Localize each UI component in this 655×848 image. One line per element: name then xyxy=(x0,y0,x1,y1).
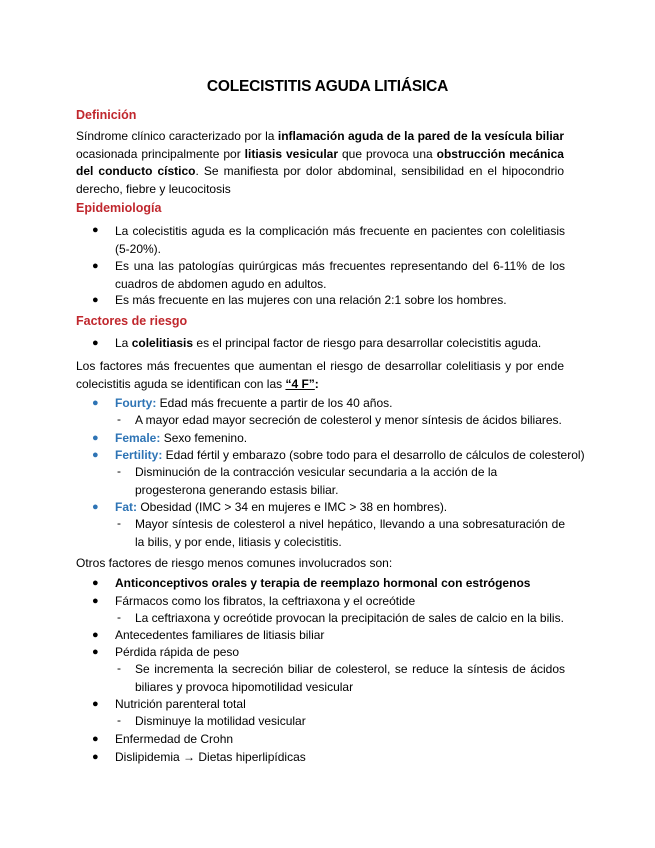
otros-farmacos-sub: La ceftriaxona y ocreótide provocan la precipitación de sales de calcio en la bilis. xyxy=(135,611,564,625)
epidemiologia-item: Es una las patologías quirúrgicas más frecuentes representando del 6-11% de los cuadros de abdomen agudo en adultos. xyxy=(115,259,565,291)
factores-intro: Los factores más frecuentes que aumentan el riesgo de desarrollar colelitiasis y por ende colecistitis aguda se identifican con las “4 F”: xyxy=(76,359,564,391)
otros-nutricion: Nutrición parenteral total xyxy=(115,697,246,711)
bullet-icon: ● xyxy=(92,501,99,513)
definicion-paragraph: Síndrome clínico caracterizado por la inflamación aguda de la pared de la vesícula biliar ocasionada principalmente por litiasis vesicular que provoca una obstrucción mecánica del conducto cístico. Se manifiesta por dolor abdominal, sensibilidad en el hipocondrio derecho, fiebre y leucocitosis xyxy=(76,129,565,196)
f-fat-sub: Mayor síntesis de colesterol a nivel hepático, llevando a una sobresaturación de la bilis, y por ende, litiasis y colecistitis. xyxy=(135,517,565,549)
otros-nutricion-sub: Disminuye la motilidad vesicular xyxy=(135,714,306,728)
f-fertility-item: Fertility: Edad fértil y embarazo (sobre todo para el desarrollo de cálculos de colesterol) xyxy=(115,448,585,462)
epidemiologia-item: Es más frecuente en las mujeres con una relación 2:1 sobre los hombres. xyxy=(115,293,507,307)
bullet-icon: ● xyxy=(92,337,99,349)
bullet-icon: ● xyxy=(92,294,99,306)
otros-antecedentes: Antecedentes familiares de litiasis biliar xyxy=(115,628,325,642)
otros-perdida: Pérdida rápida de peso xyxy=(115,645,240,659)
f-fertility-sub: Disminución de la contracción vesicular secundaria a la acción de la progesterona generando estasis biliar. xyxy=(135,465,498,497)
otros-farmacos: Fármacos como los fibratos, la ceftriaxona y el ocreótide xyxy=(115,594,416,608)
bullet-icon: ● xyxy=(92,698,99,710)
bullet-icon: ● xyxy=(92,629,99,641)
bullet-icon: ● xyxy=(92,449,99,461)
f-fourty-item: Fourty: Edad más frecuente a partir de los 40 años. xyxy=(115,396,393,410)
dash-icon: - xyxy=(117,661,121,675)
heading-definicion: Definición xyxy=(76,108,137,122)
heading-factores: Factores de riesgo xyxy=(76,314,188,328)
f-fat-item: Fat: Obesidad (IMC > 34 en mujeres e IMC > 38 en hombres). xyxy=(115,500,448,514)
bullet-icon: ● xyxy=(92,432,99,444)
bullet-icon: ● xyxy=(92,733,99,745)
bullet-icon: ● xyxy=(92,646,99,658)
otros-dislipidemia: Dislipidemia → Dietas hiperlipídicas xyxy=(115,750,306,764)
bullet-icon: ● xyxy=(92,595,99,607)
dash-icon: - xyxy=(117,516,121,530)
dash-icon: - xyxy=(117,464,121,478)
bullet-icon: ● xyxy=(92,751,99,763)
bullet-icon: ● xyxy=(92,397,99,409)
dash-icon: - xyxy=(117,412,121,426)
factores-main-item: La colelitiasis es el principal factor de riesgo para desarrollar colecistitis aguda. xyxy=(115,336,542,350)
otros-crohn: Enfermedad de Crohn xyxy=(115,732,234,746)
heading-epidemiologia: Epidemiología xyxy=(76,201,162,215)
otros-intro: Otros factores de riesgo menos comunes involucrados son: xyxy=(76,556,393,570)
page-title: COLECISTITIS AGUDA LITIÁSICA xyxy=(206,78,449,95)
otros-perdida-sub: Se incrementa la secreción biliar de colesterol, se reduce la síntesis de ácidos biliares y provoca hipomotilidad vesicular xyxy=(135,662,565,694)
f-female-item: Female: Sexo femenino. xyxy=(115,431,248,445)
f-fourty-sub: A mayor edad mayor secreción de colesterol y menor síntesis de ácidos biliares. xyxy=(135,413,562,427)
bullet-icon: ● xyxy=(92,260,99,272)
epidemiologia-item: La colecistitis aguda es la complicación más frecuente en pacientes con colelitiasis (5-20%). xyxy=(115,224,565,256)
bullet-icon: ● xyxy=(92,224,99,236)
otros-anticonceptivos: Anticonceptivos orales y terapia de reemplazo hormonal con estrógenos xyxy=(115,576,531,590)
dash-icon: - xyxy=(117,713,121,727)
bullet-icon: ● xyxy=(92,577,99,589)
dash-icon: - xyxy=(117,610,121,624)
